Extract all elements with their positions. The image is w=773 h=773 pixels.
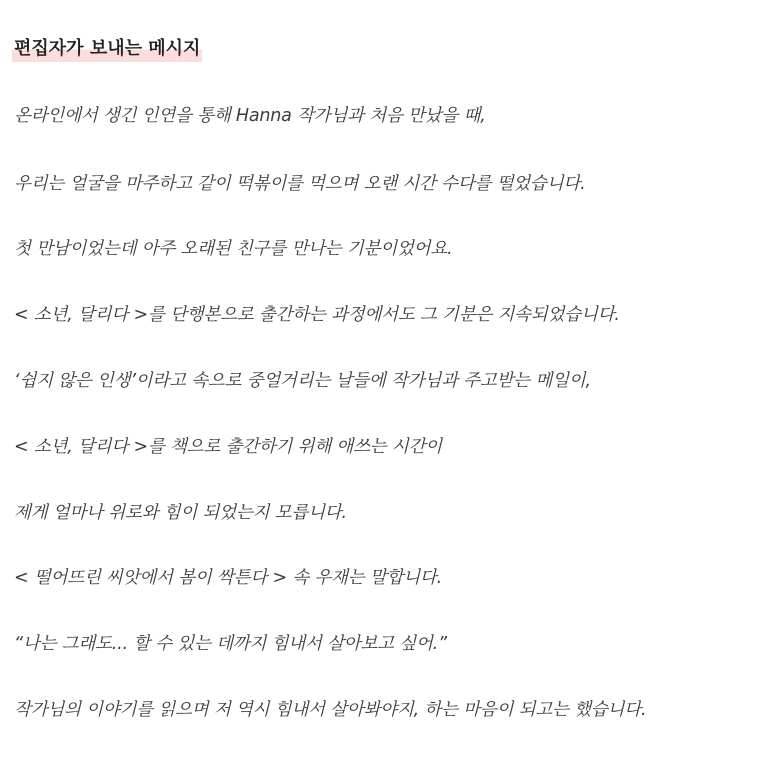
paragraph-line-6: < 소년, 달리다 >를 책으로 출간하기 위해 애쓰는 시간이 <box>14 437 442 457</box>
paragraph-line-10: 작가님의 이야기를 읽으며 저 역시 힘내서 살아봐야지, 하는 마음이 되고는 했습니다. <box>14 700 647 720</box>
paragraph-line-4: < 소년, 달리다 >를 단행본으로 출간하는 과정에서도 그 기분은 지속되었습니다. <box>14 305 620 325</box>
paragraph-line-7: 제게 얼마나 위로와 힘이 되었는지 모릅니다. <box>14 503 347 523</box>
page-title: 편집자가 보내는 메시지 <box>12 34 202 62</box>
paragraph-line-2: 우리는 얼굴을 마주하고 같이 떡볶이를 먹으며 오랜 시간 수다를 떨었습니다. <box>14 174 586 194</box>
paragraph-line-9: “나는 그래도... 할 수 있는 데까지 힘내서 살아보고 싶어.” <box>14 634 447 654</box>
paragraph-line-1: 온라인에서 생긴 인연을 통해 Hanna 작가님과 처음 만났을 때, <box>14 106 486 126</box>
paragraph-line-5: ‘쉽지 않은 인생’이라고 속으로 중얼거리는 날들에 작가님과 주고받는 메일이, <box>14 371 591 391</box>
paragraph-line-3: 첫 만남이었는데 아주 오래된 친구를 만나는 기분이었어요. <box>14 239 453 259</box>
paragraph-line-8: < 떨어뜨린 씨앗에서 봄이 싹튼다 > 속 우재는 말합니다. <box>14 568 442 588</box>
